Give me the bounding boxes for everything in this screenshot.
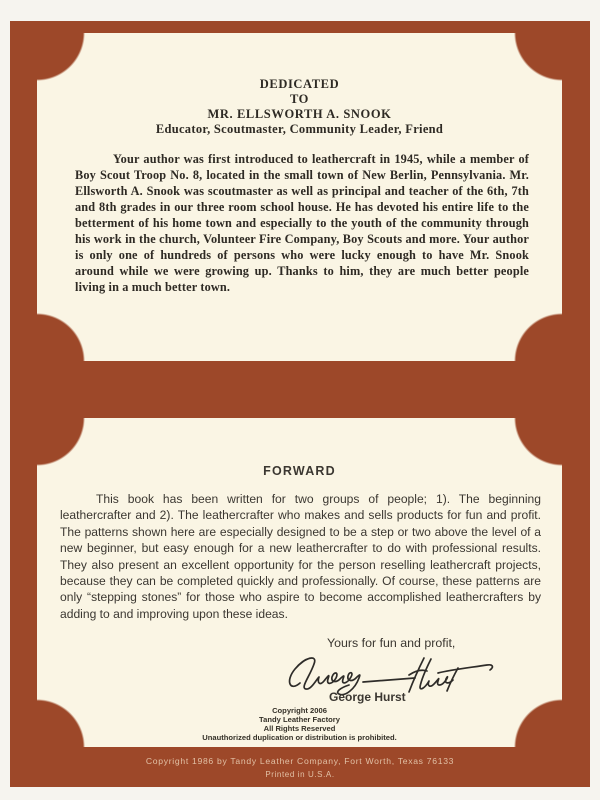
footer-printed-line: Printed in U.S.A. xyxy=(265,770,335,779)
forward-card xyxy=(37,418,562,747)
forward-body-text: This book has been written for two groups of people; 1). The beginning leathercrafter and 2). The leathercrafter who makes and sells products for fun and profit. The patterns shown here are especially designed to be a step or two above the level of a new beginner, but easy enough for a new leathercrafter to do with professional results. They also present an excellent opportunity for the person reselling leathercraft projects, because they can be completed quickly and professionally. Of course, these patterns are only “stepping stones” for those who aspire to become accomplished leathercrafters by adding to and improving upon these ideas. xyxy=(60,492,541,621)
dedication-heading-line-3: MR. ELLSWORTH A. SNOOK xyxy=(207,107,392,121)
footer-imprint xyxy=(10,747,590,787)
copyright-line-2: Tandy Leather Factory xyxy=(259,715,340,724)
footer-copyright-line: Copyright 1986 by Tandy Leather Company, Fort Worth, Texas 76133 xyxy=(145,756,455,766)
forward-heading: FORWARD xyxy=(263,464,336,478)
signature-handwriting xyxy=(283,648,499,696)
copyright-block xyxy=(37,706,562,742)
dedication-card xyxy=(37,33,562,361)
brown-mat-background xyxy=(10,21,590,787)
closing-salutation: Yours for fun and profit, xyxy=(327,636,456,650)
copyright-line-3: All Rights Reserved xyxy=(263,724,336,733)
dedication-heading-line-1: DEDICATED xyxy=(259,77,340,91)
dedication-body-text: Your author was first introduced to leathercraft in 1945, while a member of Boy Scout Troop No. 8, located in the small town of New Berlin, Pennsylvania. Mr. Ellsworth A. Snook was scoutmaster as well as principal and teacher of the 6th, 7th and 8th grades in our three room school house. He has devoted his entire life to the betterment of his home town and especially to the youth of the community through his work in the church, Volunteer Fire Company, Boy Scouts and more. Your author is only one of hundreds of persons who were lucky enough to have Mr. Snook around while we were growing up. Thanks to him, they are much better people living in a much better town. xyxy=(75,152,529,294)
dedication-subheading: Educator, Scoutmaster, Community Leader, Friend xyxy=(155,122,444,136)
copyright-line-1: Copyright 2006 xyxy=(272,706,327,715)
dedication-heading xyxy=(37,77,562,122)
copyright-line-4: Unauthorized duplication or distribution is prohibited. xyxy=(202,733,397,742)
signature-printed-name: George Hurst xyxy=(329,690,406,704)
dedication-heading-line-2: TO xyxy=(289,92,310,106)
